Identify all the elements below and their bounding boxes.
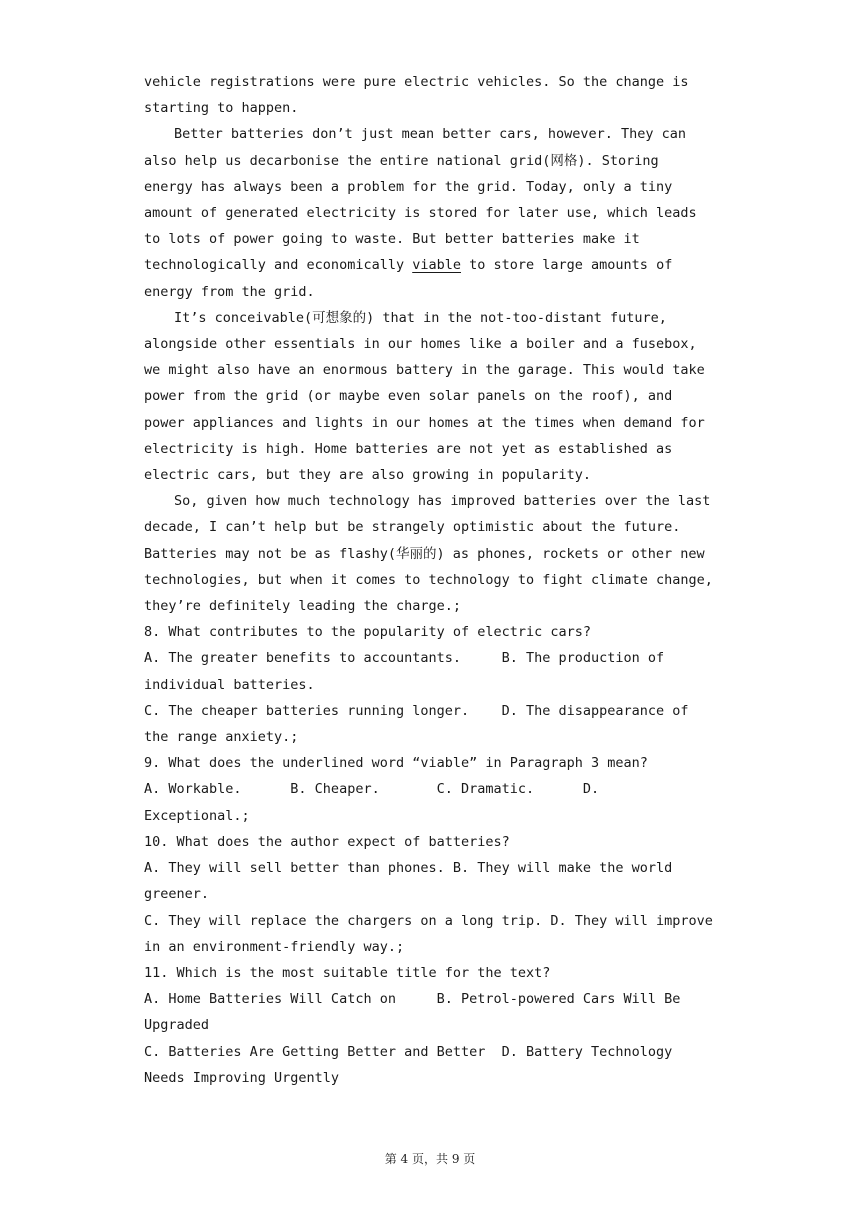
text-line: we might also have an enormous battery in the garage. This would take (144, 362, 705, 379)
text-line: Better batteries don’t just mean better cars, however. They can (174, 126, 687, 143)
text-line: It’s conceivable(可想象的) that in the not-too-distant future, (174, 309, 667, 326)
question-11: 11. Which is the most suitable title for the text? (144, 964, 551, 981)
text-line: electric cars, but they are also growing in popularity. (144, 467, 592, 484)
question-8-options: individual batteries. (144, 676, 315, 693)
text-line: also help us decarbonise the entire national grid(网格). Storing (144, 152, 659, 169)
page-number: 第 4 页，共 9 页 (384, 1152, 476, 1166)
paragraph-4 (144, 488, 744, 619)
text-segment: technologically and economically (144, 257, 413, 274)
question-11-options: A. Home Batteries Will Catch on B. Petrol-powered Cars Will Be (144, 991, 681, 1008)
text-line: they’re definitely leading the charge.; (144, 598, 461, 615)
text-line: power from the grid (or maybe even solar panels on the roof), and (144, 388, 673, 405)
question-10: 10. What does the author expect of batteries? (144, 833, 510, 850)
text-line: electricity is high. Home batteries are not yet as established as (144, 440, 673, 457)
question-8-options: C. The cheaper batteries running longer. D. The disappearance of (144, 702, 689, 719)
underlined-word-viable: viable (412, 257, 461, 274)
paragraph-3 (144, 305, 744, 488)
text-line: decade, I can’t help but be strangely optimistic about the future. (144, 519, 681, 536)
question-11-options: Needs Improving Urgently (144, 1069, 340, 1086)
question-10-options: A. They will sell better than phones. B. They will make the world (144, 860, 673, 877)
question-10-options: C. They will replace the chargers on a long trip. D. They will improve (144, 912, 713, 929)
text-line: alongside other essentials in our homes like a boiler and a fusebox, (144, 336, 697, 353)
question-11-options: Upgraded (144, 1017, 210, 1034)
text-line: So, given how much technology has improved batteries over the last (174, 493, 711, 510)
text-line (144, 252, 744, 278)
document-body (144, 69, 744, 1091)
text-line: Batteries may not be as flashy(华丽的) as phones, rockets or other new (144, 545, 705, 562)
text-segment: to store large amounts of (461, 257, 673, 274)
text-line: amount of generated electricity is stored for later use, which leads (144, 205, 697, 222)
question-10-options: in an environment-friendly way.; (144, 938, 405, 955)
question-9-options: Exceptional.; (144, 807, 250, 824)
text-line: technologies, but when it comes to technology to fight climate change, (144, 571, 713, 588)
question-9: 9. What does the underlined word “viable” in Paragraph 3 mean? (144, 755, 648, 772)
text-line: starting to happen. (144, 100, 299, 117)
question-8-options: the range anxiety.; (144, 729, 299, 746)
question-10-options: greener. (144, 886, 210, 903)
text-line: energy has always been a problem for the grid. Today, only a tiny (144, 178, 673, 195)
question-9-options: A. Workable. B. Cheaper. C. Dramatic. D. (144, 781, 600, 798)
question-list (144, 619, 744, 1091)
text-line: power appliances and lights in our homes at the times when demand for (144, 414, 705, 431)
page-footer (0, 1150, 860, 1167)
text-line: energy from the grid. (144, 283, 315, 300)
text-line: to lots of power going to waste. But better batteries make it (144, 231, 640, 248)
question-8: 8. What contributes to the popularity of electric cars? (144, 624, 592, 641)
question-11-options: C. Batteries Are Getting Better and Better D. Battery Technology (144, 1043, 673, 1060)
question-8-options: A. The greater benefits to accountants. B. The production of (144, 650, 665, 667)
paragraph-1 (144, 69, 744, 121)
paragraph-2 (144, 121, 744, 304)
text-line: vehicle registrations were pure electric vehicles. So the change is (144, 74, 689, 90)
